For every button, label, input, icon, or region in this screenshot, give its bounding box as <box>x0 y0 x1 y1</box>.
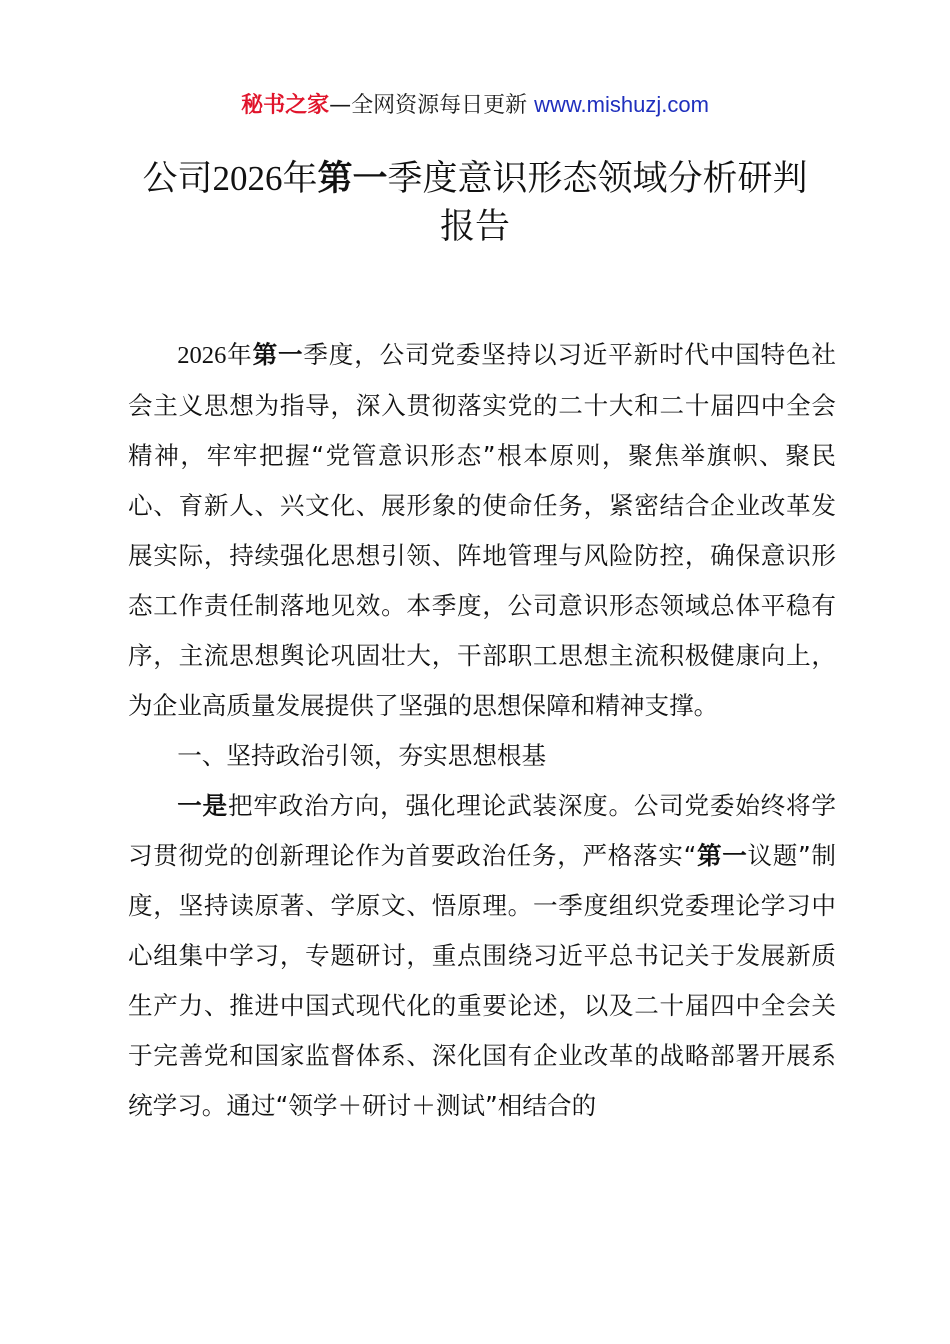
brand-name: 秘书之家 <box>241 93 330 118</box>
intro-text: 季度，公司党委坚持以习近平新时代中国特色社会主义思想为指导，深入贯彻落实党的二十大和二十届四中全会精神，牢牢把握“党管意识形态”根本原则，聚焦举旗帜、聚民心、育新人、兴文化、展形象的使命任务，紧密结合企业改革发展实际，持续强化思想引领、阵地管理与风险防控，确保意识形态工作责任制落地见效。本季度，公司意识形态领域总体平稳有序，主流思想舆论巩固壮大，干部职工思想主流积极健康向上，为企业高质量发展提供了坚强的思想保障和精神支撑。 <box>128 340 836 720</box>
section-paragraph <box>128 781 836 1131</box>
site-url[interactable]: www.mishuzj.com <box>534 92 709 117</box>
intro-paragraph <box>128 330 836 731</box>
para-text-b: 议题”制度，坚持读原著、学原文、悟原理。一季度组织党委理论学习中心组集中学习，专题研讨，重点围绕习近平总书记关于发展新质生产力、推进中国式现代化的重要论述，以及二十届四中全会关于完善党和国家监督体系、深化国有企业改革的战略部署开展系统学习。通过“领学＋研讨＋测试”相结合的 <box>128 841 836 1120</box>
intro-bold: 第一 <box>252 340 304 369</box>
title-prefix: 公司 <box>142 159 213 199</box>
site-watermark <box>0 88 950 123</box>
document-title <box>100 155 850 251</box>
title-line2: 报告 <box>439 207 510 247</box>
para-bold-mid: 第一 <box>696 841 748 870</box>
title-line1-rest: 季度意识形态领域分析研判 <box>387 159 808 199</box>
title-bold: 第一 <box>317 159 388 199</box>
intro-year: 2026 <box>177 342 227 369</box>
title-year-suffix: 年 <box>282 159 318 199</box>
tagline: —全网资源每日更新 <box>329 93 535 118</box>
title-year: 2026 <box>212 159 283 198</box>
intro-year-suffix: 年 <box>226 340 253 369</box>
section-heading: 一、坚持政治引领，夯实思想根基 <box>177 741 547 770</box>
para-text-a: 把牢政治方向，强化理论武装深度。公司党委始终将学习贯彻党的创新理论作为首要政治任务，严格落实“ <box>128 791 836 870</box>
document-body <box>128 330 836 1131</box>
para-lead-bold: 一是 <box>177 791 228 820</box>
